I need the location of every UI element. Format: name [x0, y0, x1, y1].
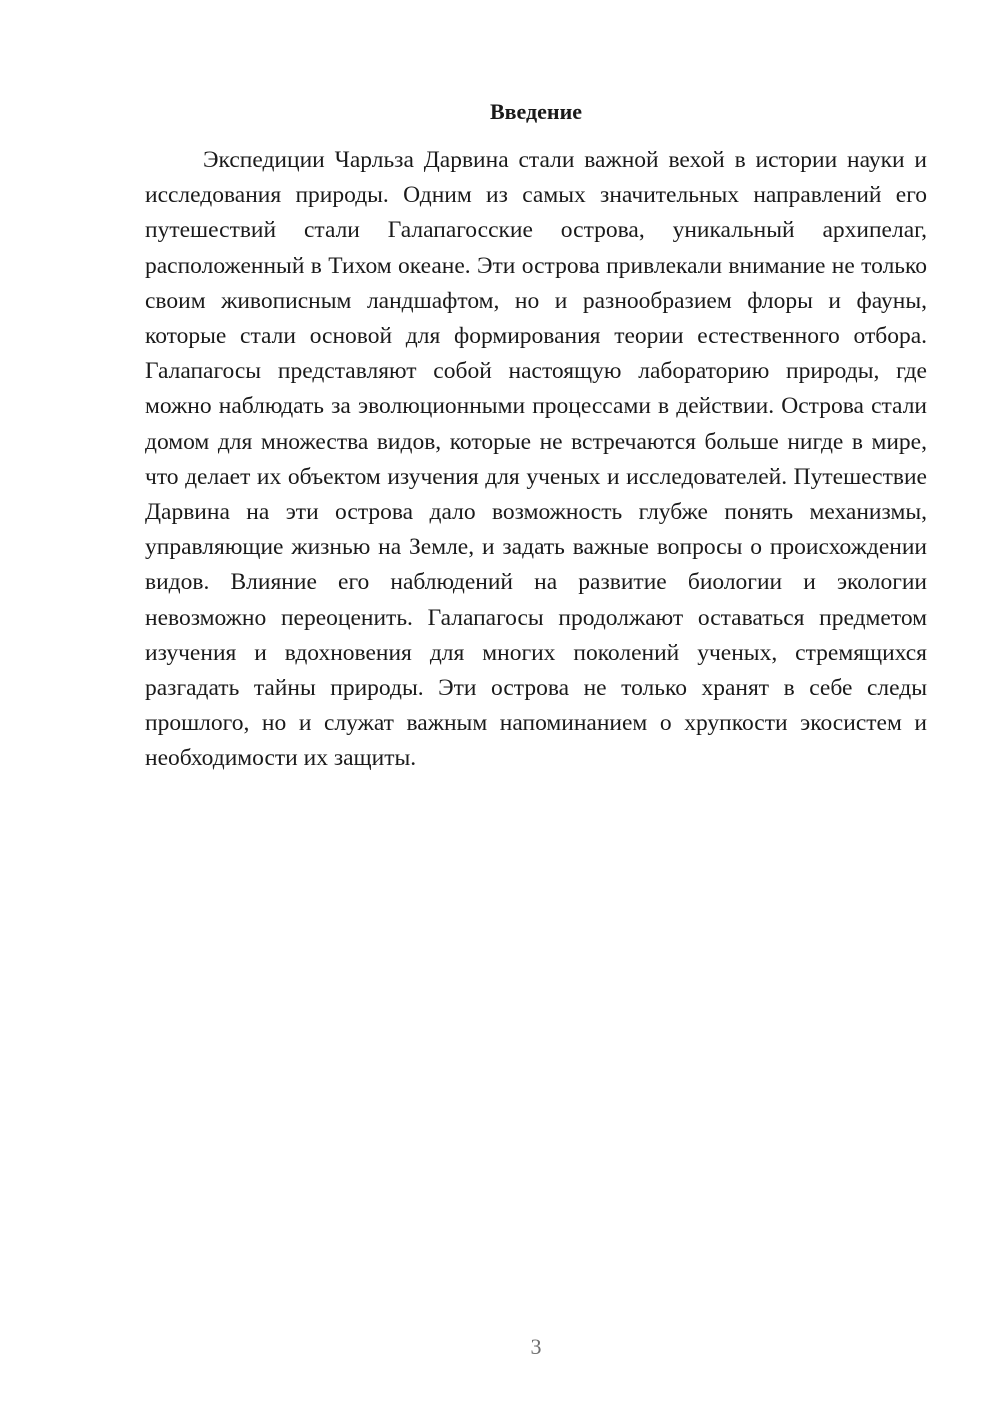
section-heading: Введение — [489, 99, 583, 124]
body-paragraph: Экспедиции Чарльза Дарвина стали важной вехой в истории науки и исследования природы. Одним из самых значительных направлений его путешествий стали Галапагосские острова, уникальный архипелаг, расположенный в Тихом океане. Эти острова привлекали внимание не только своим живописным ландшафтом, но и разнообразием флоры и фауны, которые стали основой для формирования теории естественного отбора. Галапагосы представляют собой настоящую лабораторию природы, где можно наблюдать за эволюционными процессами в действии. Острова стали домом для множества видов, которые не встречаются больше нигде в мире, что делает их объектом изучения для ученых и исследователей. Путешествие Дарвина на эти острова дало возможность глубже понять механизмы, управляющие жизнью на Земле, и задать важные вопросы о происхождении видов. Влияние его наблюдений на развитие биологии и экологии невозможно переоценить. Галапагосы продолжают оставаться предметом изучения и вдохновения для многих поколений ученых, стремящихся разгадать тайны природы. Эти острова не только хранят в себе следы прошлого, но и служат важным напоминанием о хрупкости экосистем и необходимости их защиты. — [145, 147, 927, 772]
page-number: 3 — [530, 1334, 542, 1359]
